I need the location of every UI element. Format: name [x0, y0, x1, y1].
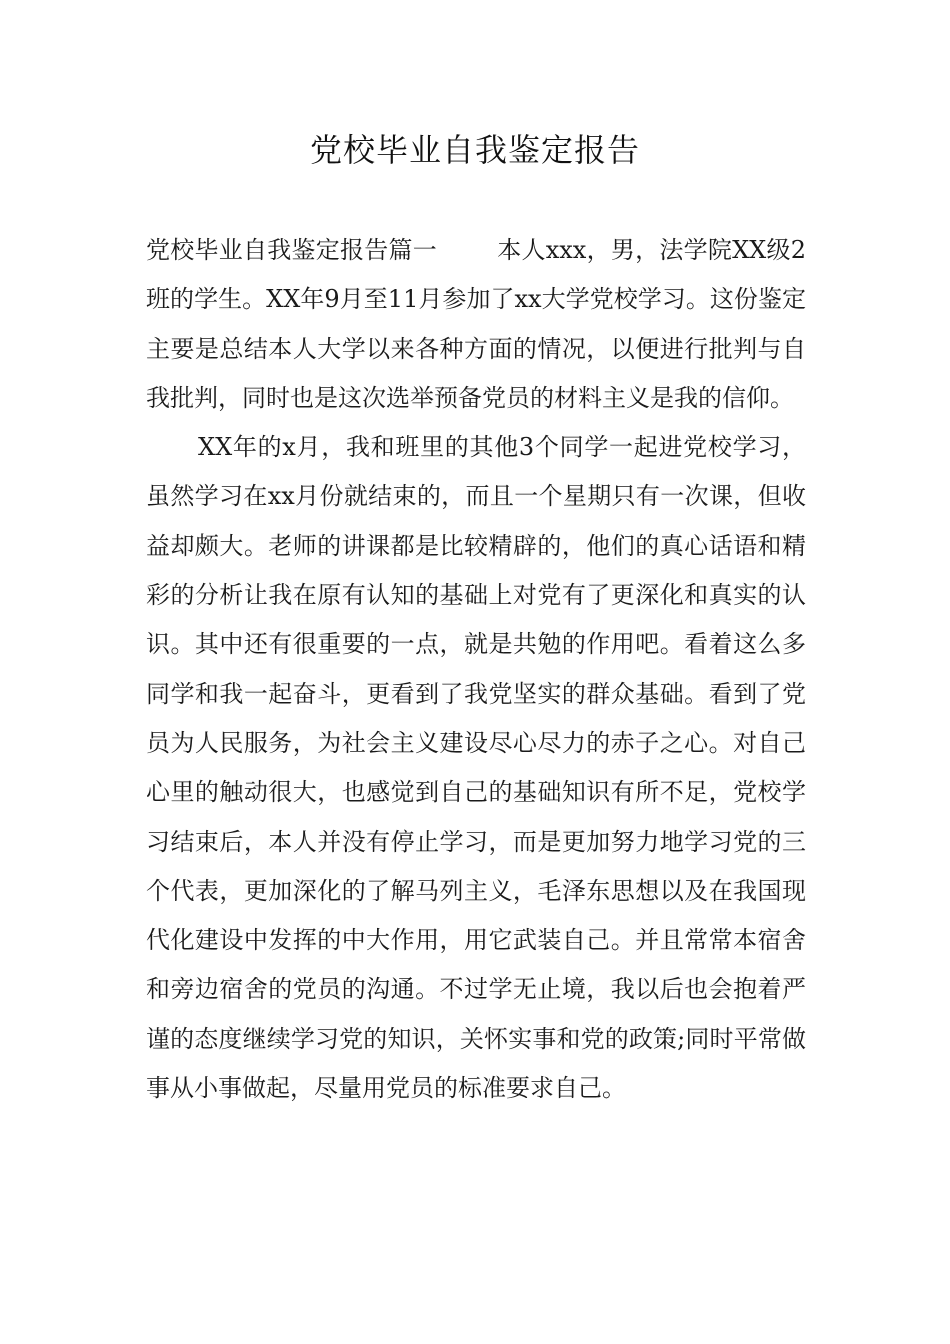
document-body	[146, 226, 806, 1113]
paragraph-1-body: 本人xxx，男，法学院XX级2班的学生。XX年9月至11月参加了xx大学党校学习。这份鉴定主要是总结本人大学以来各种方面的情况，以便进行批判与自我批判，同时也是这次选举预备党员的材料主义是我的信仰。	[146, 236, 807, 412]
paragraph-1	[146, 226, 806, 423]
paragraph-2: XX年的x月，我和班里的其他3个同学一起进党校学习，虽然学习在xx月份就结束的，而且一个星期只有一次课，但收益却颇大。老师的讲课都是比较精辟的，他们的真心话语和精彩的分析让我在原有认知的基础上对党有了更深化和真实的认识。其中还有很重要的一点，就是共勉的作用吧。看着这么多同学和我一起奋斗，更看到了我党坚实的群众基础。看到了党员为人民服务，为社会主义建设尽心尽力的赤子之心。对自己心里的触动很大，也感觉到自己的基础知识有所不足，党校学习结束后，本人并没有停止学习，而是更加努力地学习党的三个代表，更加深化的了解马列主义，毛泽东思想以及在我国现代化建设中发挥的中大作用，用它武装自己。并且常常本宿舍和旁边宿舍的党员的沟通。不过学无止境，我以后也会抱着严谨的态度继续学习党的知识，关怀实事和党的政策;同时平常做事从小事做起，尽量用党员的标准要求自己。	[146, 433, 806, 1103]
paragraph-heading: 党校毕业自我鉴定报告篇一	[146, 236, 437, 264]
document-title: 党校毕业自我鉴定报告	[309, 131, 640, 169]
